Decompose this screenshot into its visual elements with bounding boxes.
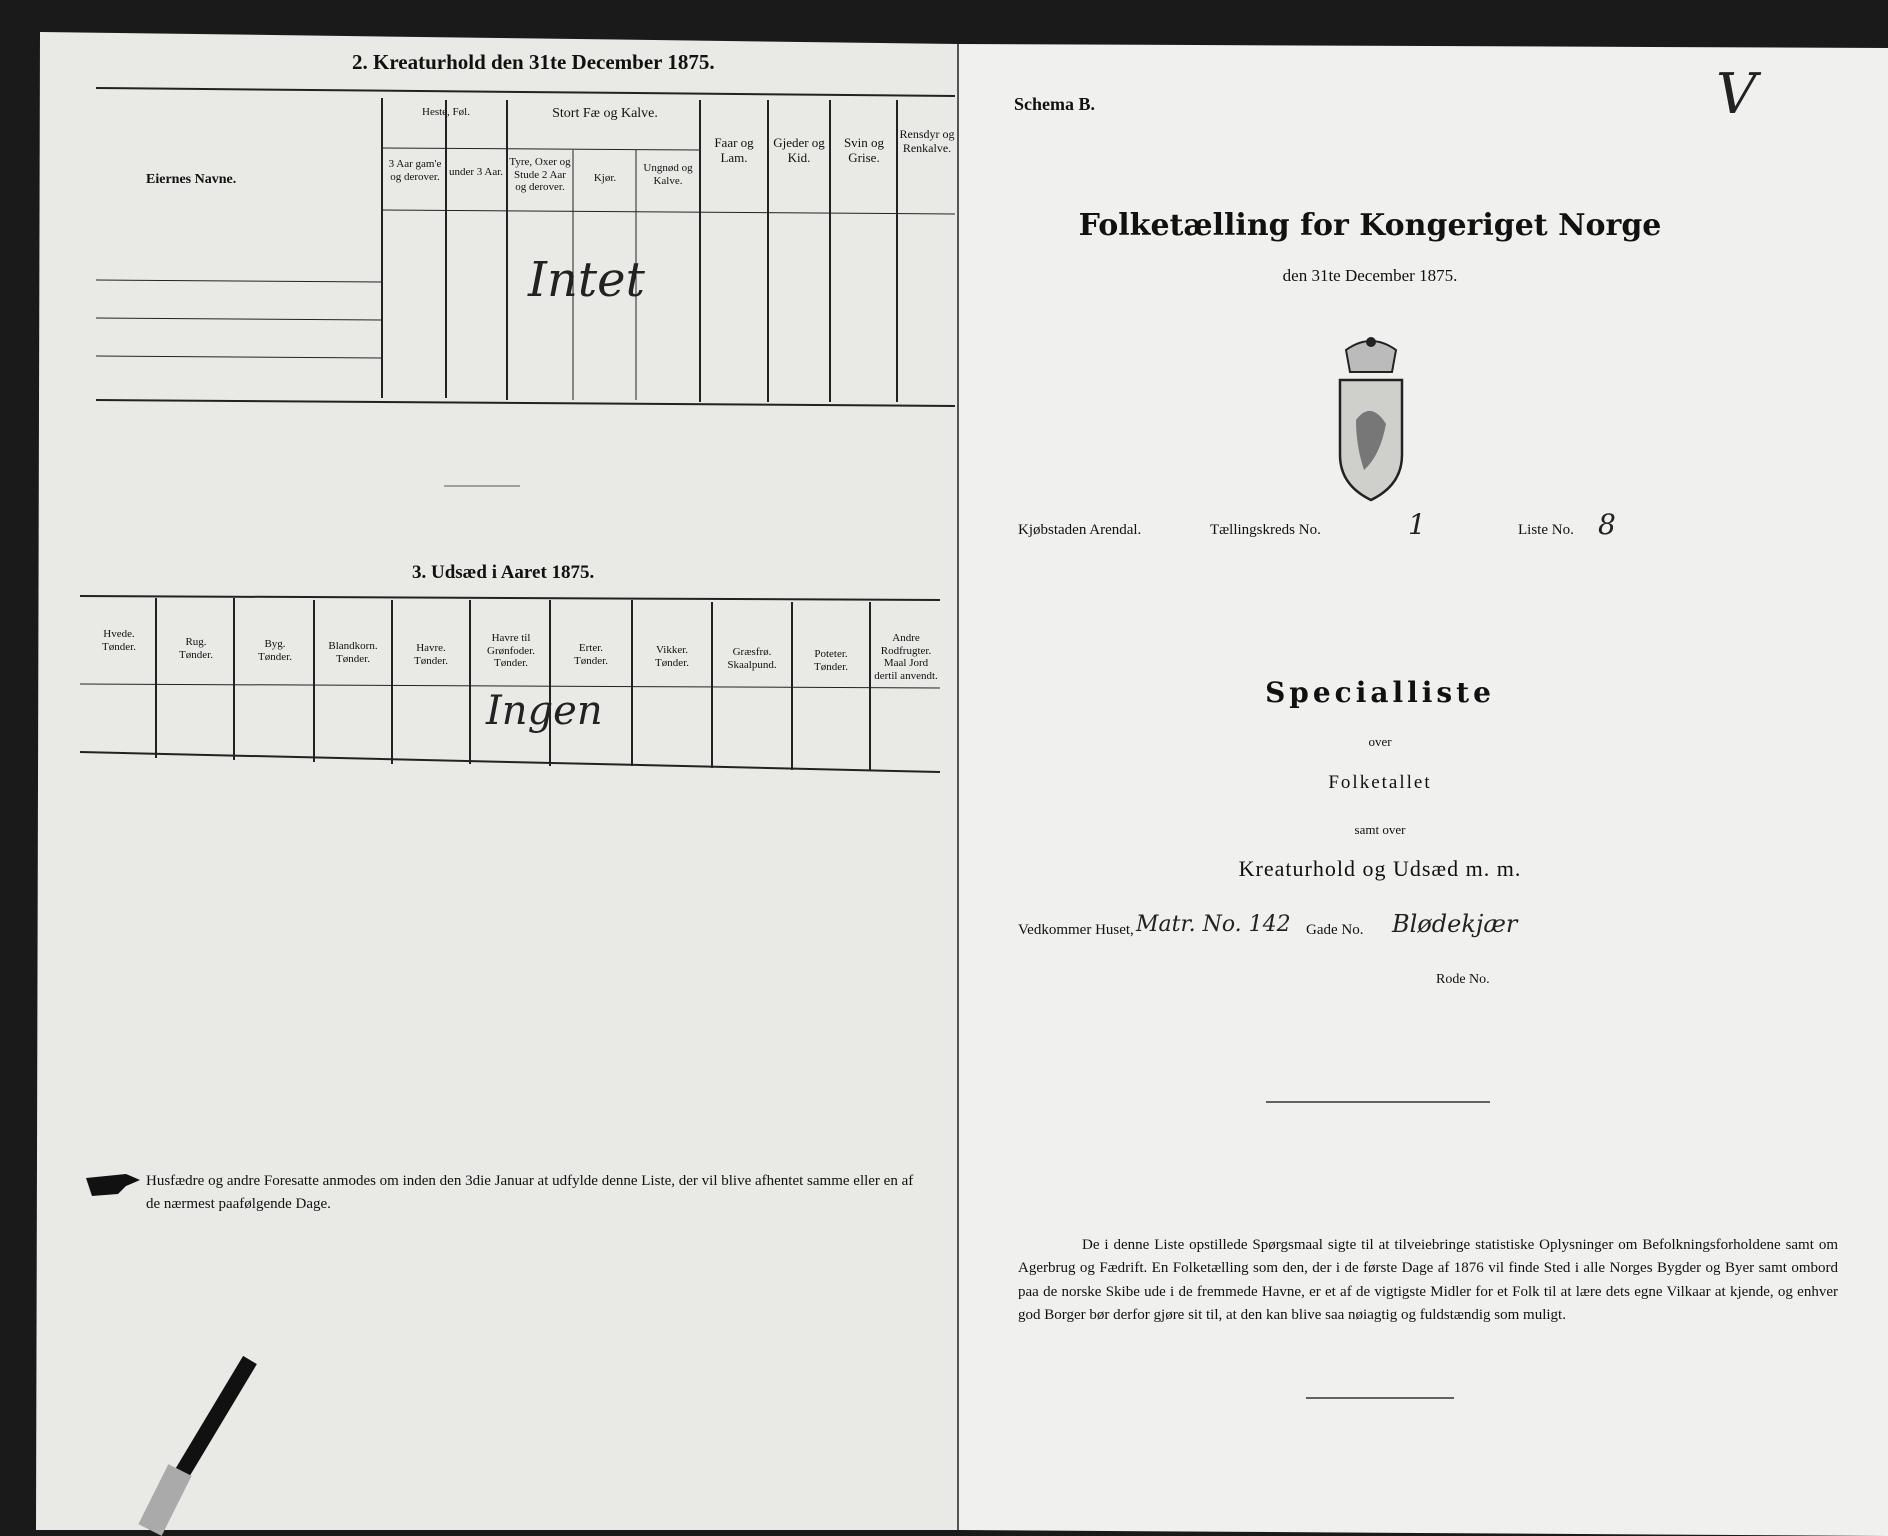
- district-label: Tællingskreds No.: [1210, 522, 1321, 538]
- notice-text: Husfædre og andre Foresatte anmodes om inden den 3die Januar at udfylde denne Liste, der vil blive afhentet samme eller en af de nærmest paafølgende Dage.: [146, 1173, 914, 1212]
- coat-of-arms-icon: [1340, 337, 1402, 500]
- crop-unit: Tønder.: [494, 657, 528, 670]
- kreaturhold-label: Kreaturhold og Udsæd m. m.: [1238, 856, 1522, 881]
- house-hand: Matr. No. 142: [1136, 912, 1291, 937]
- crop-name: Havre.: [416, 642, 446, 654]
- crop-name: Rug.: [185, 636, 207, 648]
- crop-unit: Tønder.: [258, 650, 292, 663]
- crop-name: Poteter.: [814, 648, 848, 660]
- samt-over-label: samt over: [1354, 822, 1406, 837]
- crops-entry: Ingen: [486, 688, 603, 734]
- street-hand: Blødekjær: [1392, 910, 1518, 938]
- cattle-header: Stort Fæ og Kalve.: [552, 106, 658, 121]
- crop-name: Erter.: [578, 642, 604, 654]
- cattle-sub3: Ungnød og Kalve.: [643, 162, 693, 187]
- over-label: over: [1368, 734, 1392, 749]
- horses-sub1: 3 Aar gam'e og derover.: [388, 158, 442, 183]
- list-label: Liste No.: [1518, 522, 1574, 538]
- check-mark: V: [1716, 62, 1757, 127]
- owner-column-header: Eiernes Navne.: [146, 172, 237, 187]
- left-page: [36, 32, 958, 1530]
- livestock-entry: Intet: [528, 252, 645, 308]
- street-label: Gade No.: [1306, 922, 1364, 938]
- specialliste-heading: Specialliste: [1265, 676, 1495, 709]
- section2-title: 2. Kreaturhold den 31te December 1875.: [352, 50, 715, 74]
- reindeer-header: Rensdyr og Renkalve.: [899, 127, 955, 155]
- crop-name: Havre til Grønfoder.: [487, 632, 535, 657]
- horses-sub2: under 3 Aar.: [448, 166, 504, 178]
- crop-unit: Tønder.: [336, 652, 370, 665]
- crop-unit: Tønder.: [814, 660, 848, 673]
- schema-label: Schema B.: [1014, 94, 1095, 114]
- section3-title: 3. Udsæd i Aaret 1875.: [412, 562, 595, 583]
- crop-name: Vikker.: [655, 644, 689, 656]
- house-label: Vedkommer Huset,: [1018, 922, 1134, 938]
- horses-header: Heste, Føl.: [422, 106, 470, 118]
- crop-name: Hvede.: [103, 628, 135, 640]
- cattle-sub2: Kjør.: [593, 172, 617, 184]
- crop-name: Græsfrø.: [732, 646, 772, 658]
- rode-label: Rode No.: [1436, 972, 1490, 987]
- crop-name: Byg.: [264, 638, 286, 650]
- document-date: den 31te December 1875.: [1282, 266, 1458, 285]
- crop-unit: Maal Jord dertil anvendt.: [874, 657, 938, 682]
- crop-unit: Tønder.: [179, 648, 213, 661]
- explanation-paragraph: De i denne Liste opstillede Spørgsmaal sigte til at tilveiebringe statistiske Oplysninger om Befolkningsforholdene samt om Agerbrug og Fædrift. En Folketælling som den, der i de første Dage af 1876 vil finde Sted i alle Norges Bygder og Byer samt ombord paa de norske Skibe ude i de fremmede Havne, er et af de vigtigste Midler for et Folk til at lære dets egne Vilkaar at kjende, og enhver god Borger bør derfor gjøre sit til, at den kan blive saa nøiagtig og fuldstændig som muligt.: [1018, 1237, 1838, 1323]
- crop-name: Blandkorn.: [328, 640, 378, 652]
- goats-header: Gjeder og Kid.: [773, 135, 825, 165]
- pigs-header: Svin og Grise.: [843, 135, 885, 165]
- crop-unit: Tønder.: [655, 656, 689, 669]
- town-label: Kjøbstaden Arendal.: [1018, 522, 1142, 538]
- district-value: 1: [1408, 508, 1426, 541]
- crop-unit: Skaalpund.: [727, 658, 777, 671]
- document-title: Folketælling for Kongeriget Norge: [1078, 208, 1662, 243]
- folketallet-label: Folketallet: [1328, 772, 1432, 793]
- list-value: 8: [1598, 508, 1616, 541]
- cattle-sub1: Tyre, Oxer og Stude 2 Aar og derover.: [509, 156, 571, 194]
- crop-unit: Tønder.: [574, 654, 608, 667]
- sheep-header: Faar og Lam.: [714, 135, 754, 165]
- crop-unit: Tønder.: [414, 654, 448, 667]
- crop-name: Andre Rodfrugter.: [880, 632, 932, 657]
- crop-unit: Tønder.: [102, 640, 136, 653]
